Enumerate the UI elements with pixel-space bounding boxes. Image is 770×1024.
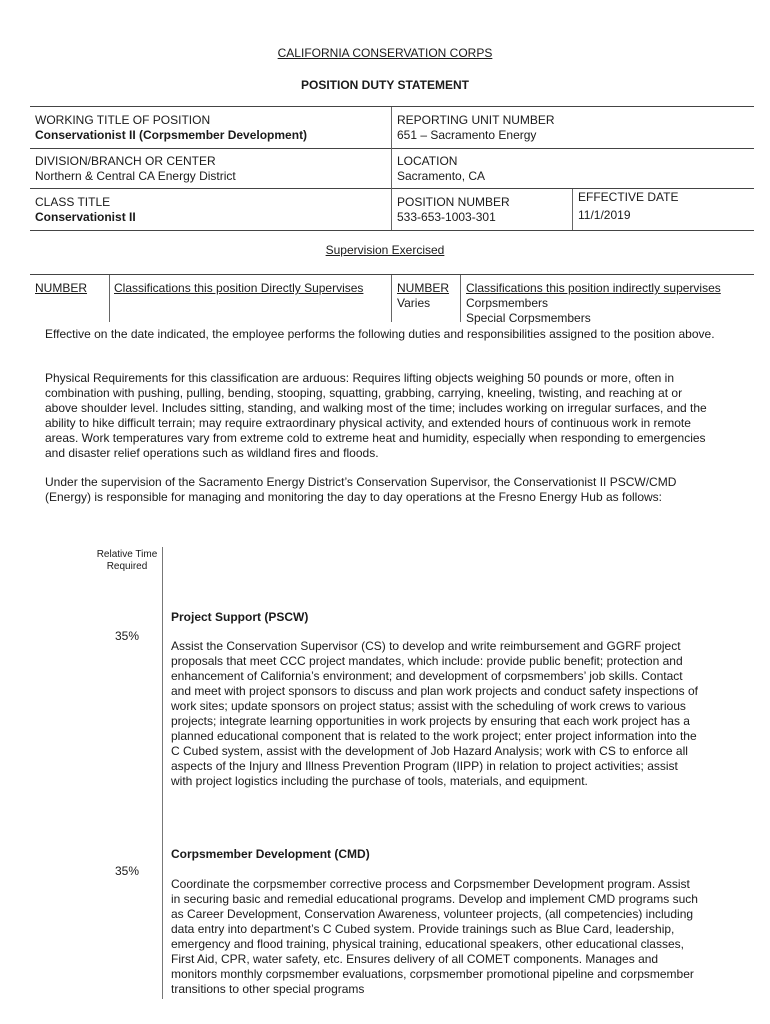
location-value: Sacramento, CA bbox=[397, 169, 486, 183]
table-row-divider bbox=[30, 188, 754, 189]
effective-date-value: 11/1/2019 bbox=[578, 208, 631, 222]
class-title-cell bbox=[35, 195, 136, 225]
table-column-divider bbox=[391, 107, 392, 230]
supervision-paragraph: Under the supervision of the Sacramento Energy District’s Conservation Supervisor, the Conservationist II PSCW/CMD (Energy) is responsible for managing and monitoring the day to day operations at the Fresno Energy Hub as follows: bbox=[45, 475, 677, 504]
indirect-class-cell bbox=[466, 281, 721, 326]
indirect-number-value: Varies bbox=[397, 296, 431, 310]
supervision-top-border bbox=[30, 274, 754, 275]
duty-description: Assist the Conservation Supervisor (CS) to develop and write reimbursement and GGRF project proposals that meet CCC project mandates, which include: provide public benefit; protection and enhancement of California’s environment; and development of corpsmembers’ job skills. Contact and meet with project sponsors to discuss and plan work projects and conduct safety inspections of work sites; update sponsors on project status; assist with the scheduling of work crews to various projects; integrate learning opportunities in work projects by ensuring that each work project has a planned educational component that is related to the work project; enter project information into the C Cubed system, assist with the development of Job Hazard Analysis; work with CS to enforce all aspects of the Injury and Illness Prevention Program (IIPP) in relation to project activities; assist with project logistics including the purchase of tools, materials, and equipment. bbox=[171, 639, 698, 788]
duties-column-divider bbox=[162, 547, 163, 999]
supervision-column-divider bbox=[460, 275, 461, 322]
working-title-value: Conservationist II (Corpsmember Development) bbox=[35, 128, 308, 142]
supervision-column-divider bbox=[391, 275, 392, 322]
indirect-number-label: NUMBER bbox=[397, 281, 450, 295]
position-number-label: POSITION NUMBER bbox=[397, 195, 510, 209]
table-column-divider bbox=[572, 189, 573, 230]
working-title-label: WORKING TITLE OF POSITION bbox=[35, 113, 211, 127]
physical-requirements-paragraph: Physical Requirements for this classification are arduous: Requires lifting objects weighing 50 pounds or more, often in combination with pushing, pulling, bending, stooping, squatting, grabbing, carrying, kneeling, twisting, and reaching at or above shoulder level. Includes sitting, standing, and walking most of the time; includes working on irregular surfaces, and the ability to hike difficult terrain; may require extraordinary physical activity, and extended hours of continuous work in remote areas. Work temperatures vary from extreme cold to extreme heat and humidity, especially when responding to emergencies and disaster relief operations such as wildland fires and floods. bbox=[45, 371, 707, 460]
reporting-unit-value: 651 – Sacramento Energy bbox=[397, 128, 537, 142]
reporting-unit-label: REPORTING UNIT NUMBER bbox=[397, 113, 555, 127]
duty-percent: 35% bbox=[114, 864, 140, 878]
location-cell bbox=[397, 154, 485, 184]
supervision-column-divider bbox=[109, 275, 110, 322]
indirect-class-item: Corpsmembers bbox=[466, 296, 549, 310]
position-number-cell bbox=[397, 195, 510, 225]
table-top-border bbox=[30, 106, 754, 107]
indirect-class-label: Classifications this position indirectly supervises bbox=[466, 281, 721, 295]
division-label: DIVISION/BRANCH OR CENTER bbox=[35, 154, 216, 168]
position-number-value: 533-653-1003-301 bbox=[397, 210, 496, 224]
effective-date-label: EFFECTIVE DATE bbox=[578, 190, 679, 204]
indirect-number-cell bbox=[397, 281, 449, 311]
org-name: CALIFORNIA CONSERVATION CORPS bbox=[277, 46, 493, 60]
location-label: LOCATION bbox=[397, 154, 458, 168]
division-cell bbox=[35, 154, 236, 184]
table-row-divider bbox=[30, 148, 754, 149]
class-title-value: Conservationist II bbox=[35, 210, 136, 224]
table-bottom-border bbox=[30, 230, 754, 231]
duty-description: Coordinate the corpsmember corrective process and Corpsmember Development program. Assist in securing basic and remedial educational programs. Develop and implement CMD programs such as Career Development, Conservation Awareness, volunteer projects, (all competencies) including data entry into department’s C Cubed system. Provide trainings such as Blue Card, leadership, emergency and flood training, physical training, educational speakers, other educational classes, First Aid, CPR, water safety, etc. Ensures delivery of all COMET components. Manages and monitors monthly corpsmember evaluations, corpsmember promotional pipeline and corpsmember transitions to other special programs bbox=[171, 877, 698, 996]
class-title-label: CLASS TITLE bbox=[35, 195, 111, 209]
direct-number-label: NUMBER bbox=[35, 281, 88, 295]
reporting-unit-cell bbox=[397, 113, 555, 143]
relative-time-label: Relative Time Required bbox=[96, 549, 158, 572]
division-value: Northern & Central CA Energy District bbox=[35, 169, 236, 183]
duty-percent: 35% bbox=[114, 629, 140, 643]
intro-paragraph: Effective on the date indicated, the employee performs the following duties and responsibilities assigned to the position above. bbox=[45, 327, 715, 341]
working-title-cell bbox=[35, 113, 307, 143]
document-title: POSITION DUTY STATEMENT bbox=[300, 78, 469, 92]
effective-date-cell bbox=[578, 190, 678, 223]
indirect-class-item: Special Corpsmembers bbox=[466, 311, 591, 325]
duty-heading: Corpsmember Development (CMD) bbox=[171, 847, 370, 861]
direct-class-label: Classifications this position Directly Supervises bbox=[114, 281, 364, 295]
duty-heading: Project Support (PSCW) bbox=[171, 610, 309, 624]
supervision-title: Supervision Exercised bbox=[325, 243, 445, 257]
